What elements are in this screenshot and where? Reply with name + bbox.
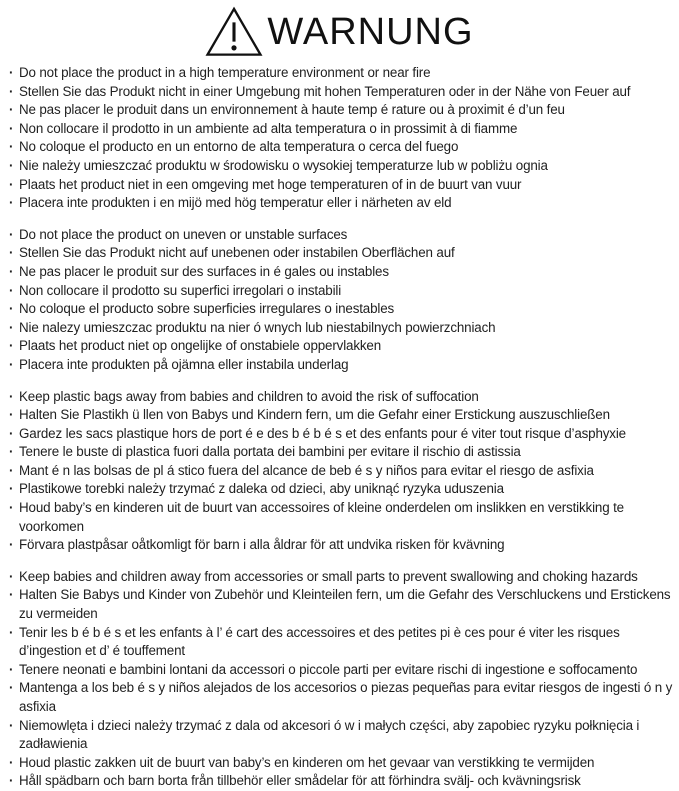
warning-item-text: Do not place the product on uneven or unstable surfaces [19, 226, 348, 242]
bullet-icon: · [9, 481, 14, 497]
warning-item [9, 388, 673, 407]
warning-item-text: No coloque el producto en un entorno de alta temperatura o cerca del fuego [19, 139, 459, 155]
warning-item [9, 679, 673, 716]
warning-item [9, 586, 673, 623]
warning-item [9, 319, 673, 338]
warning-item [9, 194, 673, 213]
warning-item [9, 443, 673, 462]
bullet-icon: · [9, 661, 14, 677]
bullet-icon: · [9, 624, 14, 640]
warning-item [9, 101, 673, 120]
bullet-icon: · [9, 226, 14, 242]
warning-item-text: Niemowlęta i dzieci należy trzymać z dala od akcesori ó w i małych części, aby zapobiec ryzyku połknięcia i zadławienia [19, 717, 640, 752]
warning-item [9, 83, 673, 102]
bullet-icon: · [9, 537, 14, 553]
warning-item [9, 568, 673, 587]
bullet-icon: · [9, 245, 14, 261]
warning-item-text: Tenir les b é b é s et les enfants à l’ é cart des accessoires et des petites pi è ces pour é viter les risques d’ingestion et d’ é touffement [19, 624, 620, 659]
warning-item [9, 244, 673, 263]
warning-item-text: Placera inte produkten på ojämna eller instabila underlag [19, 356, 349, 372]
warning-item-text: Plastikowe torebki należy trzymać z daleka od dzieci, aby uniknąć ryzyka uduszenia [19, 481, 504, 497]
warning-item [9, 661, 673, 680]
warning-item-text: Placera inte produkten i en mijö med hög temperatur eller i närheten av eld [19, 195, 452, 211]
warning-item-text: Ne pas placer le produit dans un environnement à haute temp é rature ou à proximit é d’un feu [19, 102, 565, 118]
warning-item-text: Stellen Sie das Produkt nicht in einer Umgebung mit hohen Temperaturen oder in der Nähe von Feuer auf [19, 83, 631, 99]
warning-item [9, 772, 673, 791]
warning-item [9, 356, 673, 375]
warning-item-text: Non collocare il prodotto su superfici irregolari o instabili [19, 282, 342, 298]
bullet-icon: · [9, 754, 14, 770]
warning-section [6, 226, 673, 375]
bullet-icon: · [9, 102, 14, 118]
bullet-icon: · [9, 462, 14, 478]
warning-item-text: Håll spädbarn och barn borta från tillbehör eller smådelar för att förhindra svälj- och kvävningsrisk [19, 773, 581, 789]
bullet-icon: · [9, 444, 14, 460]
bullet-icon: · [9, 65, 14, 80]
warning-item [9, 120, 673, 139]
warning-item-text: Nie należy umieszczać produktu w środowisku o wysokiej temperaturze lub w pobliżu ognia [19, 157, 548, 173]
bullet-icon: · [9, 282, 14, 298]
warning-item-text: Plaats het product niet op ongelijke of onstabiele oppervlakken [19, 338, 382, 354]
bullet-icon: · [9, 176, 14, 192]
warning-item-text: Tenere neonati e bambini lontani da accessori o piccole parti per evitare rischi di ingestione e soffocamento [19, 661, 638, 677]
warning-item-text: Mant é n las bolsas de pl á stico fuera del alcance de beb é s y niños para evitar el riesgo de asfixia [19, 462, 594, 478]
warning-item [9, 536, 673, 555]
warning-item [9, 64, 673, 83]
warning-item-text: No coloque el producto sobre superficies irregulares o inestables [19, 301, 395, 317]
bullet-icon: · [9, 680, 14, 696]
warning-item [9, 300, 673, 319]
warning-triangle-icon [205, 6, 263, 58]
warning-item [9, 226, 673, 245]
warning-item [9, 263, 673, 282]
warning-item [9, 480, 673, 499]
warning-item-text: Tenere le buste di plastica fuori dalla portata dei bambini per evitare il rischio di astissia [19, 444, 521, 460]
warning-item-text: Houd plastic zakken uit de buurt van baby’s en kinderen om het gevaar van verstikking te vermijden [19, 754, 595, 770]
warning-sections [6, 64, 673, 791]
warning-item [9, 462, 673, 481]
bullet-icon: · [9, 500, 14, 516]
bullet-icon: · [9, 356, 14, 372]
warning-item [9, 754, 673, 773]
warning-item-text: Do not place the product in a high temperature environment or near fire [19, 65, 431, 80]
warning-item-text: Mantenga a los beb é s y niños alejados de los accesorios o piezas pequeñas para evitar riesgos de ingesti ó n y asfixia [19, 680, 673, 714]
warning-item-text: Ne pas placer le produit sur des surfaces in é gales ou instables [19, 263, 389, 279]
warning-item-text: Förvara plastpåsar oåtkomligt för barn i alla åldrar för att undvika risken för kvävning [19, 537, 505, 553]
warning-section [6, 388, 673, 555]
bullet-icon: · [9, 568, 14, 584]
warning-item-text: Non collocare il prodotto in un ambiente ad alta temperatura o in prossimit à di fiamme [19, 120, 518, 136]
warning-item-text: Gardez les sacs plastique hors de port é e des b é b é s et des enfants pour é viter tout risque d’asphyxie [19, 425, 626, 441]
warning-item [9, 425, 673, 444]
warning-item-text: Halten Sie Babys und Kinder von Zubehör und Kleinteilen fern, um die Gefahr des Verschluckens und Erstickens zu vermeiden [19, 587, 671, 622]
warning-header [6, 4, 673, 60]
warning-item [9, 157, 673, 176]
bullet-icon: · [9, 120, 14, 136]
bullet-icon: · [9, 425, 14, 441]
bullet-icon: · [9, 587, 14, 603]
warning-item [9, 138, 673, 157]
bullet-icon: · [9, 773, 14, 789]
warning-item [9, 406, 673, 425]
bullet-icon: · [9, 407, 14, 423]
warning-item-text: Keep babies and children away from accessories or small parts to prevent swallowing and choking hazards [19, 568, 638, 584]
bullet-icon: · [9, 195, 14, 211]
bullet-icon: · [9, 717, 14, 733]
warning-item-text: Houd baby’s en kinderen uit de buurt van accessoires of kleine onderdelen om inslikken en verstikking te voorkomen [19, 500, 624, 534]
warning-item-text: Plaats het product niet in een omgeving met hoge temperaturen of in de buurt van vuur [19, 176, 522, 192]
warning-item [9, 176, 673, 195]
warning-item [9, 499, 673, 536]
bullet-icon: · [9, 301, 14, 317]
warning-item [9, 282, 673, 301]
warning-section [6, 64, 673, 213]
warning-section [6, 568, 673, 791]
warning-item-text: Keep plastic bags away from babies and children to avoid the risk of suffocation [19, 388, 479, 404]
page-title: WARNUNG [267, 11, 474, 53]
bullet-icon: · [9, 83, 14, 99]
bullet-icon: · [9, 263, 14, 279]
warning-item-text: Halten Sie Plastikh ü llen von Babys und Kindern fern, um die Gefahr einer Erstickung auszuschließen [19, 407, 610, 423]
bullet-icon: · [9, 388, 14, 404]
bullet-icon: · [9, 338, 14, 354]
warning-item-text: Stellen Sie das Produkt nicht auf unebenen oder instabilen Oberflächen auf [19, 245, 455, 261]
warning-item [9, 337, 673, 356]
warning-item-text: Nie nalezy umieszczac produktu na nier ó wnych lub niestabilnych powierzchniach [19, 319, 496, 335]
bullet-icon: · [9, 157, 14, 173]
warning-item [9, 717, 673, 754]
warning-item [9, 624, 673, 661]
bullet-icon: · [9, 319, 14, 335]
bullet-icon: · [9, 139, 14, 155]
